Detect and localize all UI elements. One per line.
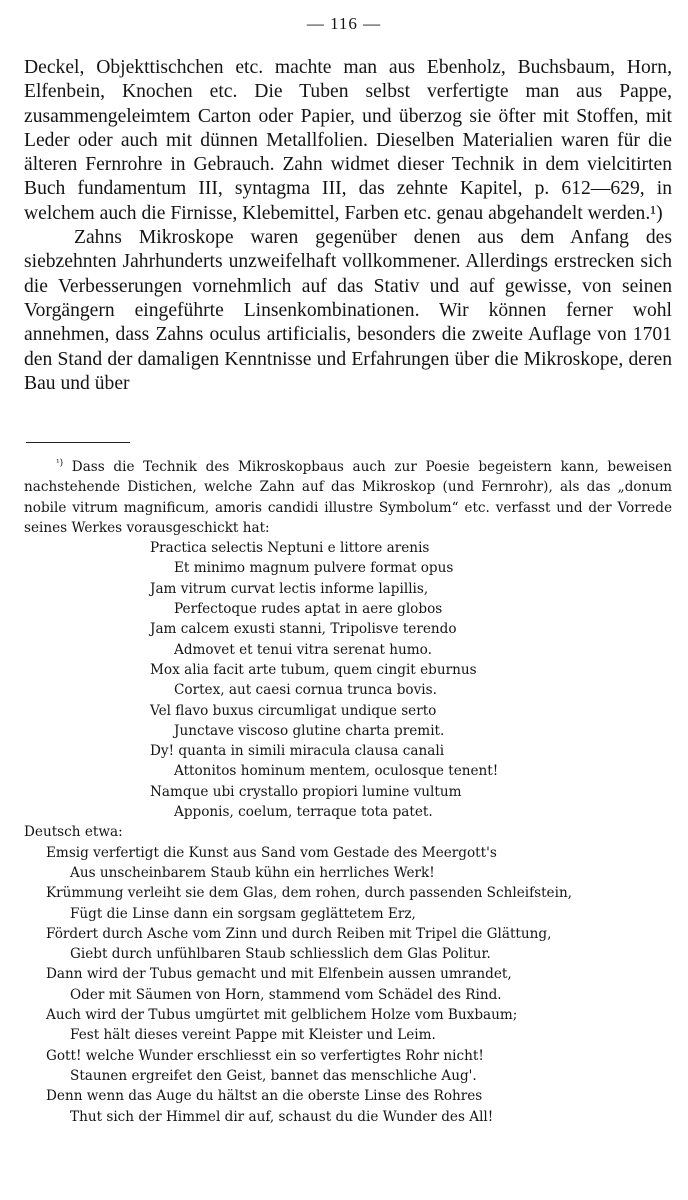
german-verse-line: Fügt die Linse dann ein sorgsam geglättetem Erz,	[70, 905, 416, 922]
german-verse-line: Emsig verfertigt die Kunst aus Sand vom Gestade des Meergott's	[46, 844, 497, 861]
german-verse-line: Oder mit Säumen von Horn, stammend vom Schädel des Rind.	[70, 986, 502, 1003]
german-verse-line: Krümmung verleiht sie dem Glas, dem rohen, durch passenden Schleifstein,	[46, 885, 573, 902]
german-verses	[46, 843, 672, 1127]
latin-verse-line: Attonitos hominum mentem, oculosque tenent!	[174, 763, 499, 780]
latin-verse-line: Dy! quanta in simili miracula clausa canali	[150, 743, 445, 760]
latin-verse-line: Namque ubi crystallo propiori lumine vultum	[150, 783, 462, 800]
latin-verse-line: Jam calcem exusti stanni, Tripolisve terendo	[150, 621, 457, 638]
latin-verse-line: Junctave viscoso glutine charta premit.	[174, 722, 445, 739]
footnote-intro	[24, 457, 672, 538]
footnote	[24, 457, 672, 1127]
deutsch-label: Deutsch etwa:	[24, 824, 123, 841]
latin-verse-line: Admovet et tenui vitra serenat humo.	[174, 641, 432, 658]
footnote-intro-text: Dass die Technik des Mikroskopbaus auch zur Poesie begeistern kann, beweisen nachstehende Distichen, welche Zahn auf das Mikroskop (und Fernrohr), als das „donum nobile vitrum magnificum, amoris candidi illustre Symbolum“ etc. verfasst und der Vorrede seines Werkes vorausgeschickt hat:	[24, 459, 672, 536]
german-verse-line: Fördert durch Asche vom Zinn und durch Reiben mit Tripel die Glättung,	[46, 925, 552, 942]
latin-verse-line: Et minimo magnum pulvere format opus	[174, 560, 454, 577]
main-text	[24, 56, 672, 396]
german-verse-line: Denn wenn das Auge du hältst an die oberste Linse des Rohres	[46, 1088, 483, 1105]
german-verse-line: Dann wird der Tubus gemacht und mit Elfenbein aussen umrandet,	[46, 966, 512, 983]
german-verse-line: Giebt durch unfühlbaren Staub schliesslich dem Glas Politur.	[70, 946, 491, 963]
latin-verse-line: Perfectoque rudes aptat in aere globos	[174, 601, 443, 618]
latin-verse-line: Vel flavo buxus circumligat undique serto	[150, 702, 437, 719]
german-verse-line: Fest hält dieses vereint Pappe mit Kleister und Leim.	[70, 1027, 436, 1044]
german-verse-line: Gott! welche Wunder erschliesst ein so verfertigtes Rohr nicht!	[46, 1047, 484, 1064]
paragraph-2: Zahns Mikroskope waren gegenüber denen aus dem Anfang des siebzehnten Jahrhunderts unzweifelhaft vollkommener. Allerdings erstrecken sich die Verbesserungen vornehmlich auf das Stativ und auf gewisse, von seinen Vorgängern eingeführte Linsenkombinationen. Wir können ferner wohl annehmen, dass Zahns oculus artificialis, besonders die zweite Auflage von 1701 den Stand der damaligen Kenntnisse und Erfahrungen über die Mikroskope, deren Bau und über	[24, 227, 672, 394]
latin-verses	[150, 538, 672, 822]
german-verse-line: Staunen ergreifet den Geist, bannet das menschliche Aug'.	[70, 1067, 477, 1084]
latin-verse-line: Practica selectis Neptuni e littore arenis	[150, 540, 430, 557]
german-verse-line: Auch wird der Tubus umgürtet mit gelblichem Holze vom Buxbaum;	[46, 1007, 518, 1024]
footnote-divider	[26, 442, 130, 443]
latin-verse-line: Jam vitrum curvat lectis informe lapillis,	[150, 580, 429, 597]
german-verse-line: Thut sich der Himmel dir auf, schaust du die Wunder des All!	[70, 1108, 494, 1125]
latin-verse-line: Cortex, aut caesi cornua trunca bovis.	[174, 682, 437, 699]
german-verse-line: Aus unscheinbarem Staub kühn ein herrliches Werk!	[70, 864, 435, 881]
footnote-marker: ¹)	[56, 458, 64, 469]
latin-verse-line: Mox alia facit arte tubum, quem cingit eburnus	[150, 661, 477, 678]
latin-verse-line: Apponis, coelum, terraque tota patet.	[174, 804, 433, 821]
page-number: — 116 —	[306, 14, 382, 33]
paragraph-1: Deckel, Objekttischchen etc. machte man aus Ebenholz, Buchsbaum, Horn, Elfenbein, Knochen etc. Die Tuben selbst verfertigte man aus Pappe, zusammengeleimtem Carton oder Papier, und überzog sie öfter mit Stoffen, mit Leder oder auch mit dünnen Metallfolien. Dieselben Materialien waren für die älteren Fernrohre in Gebrauch. Zahn widmet dieser Technik in dem vielcitirten Buch fundamentum III, syntagma III, das zehnte Kapitel, p. 612—629, in welchem auch die Firnisse, Klebemittel, Farben etc. genau abgehandelt werden.¹)	[24, 57, 672, 224]
